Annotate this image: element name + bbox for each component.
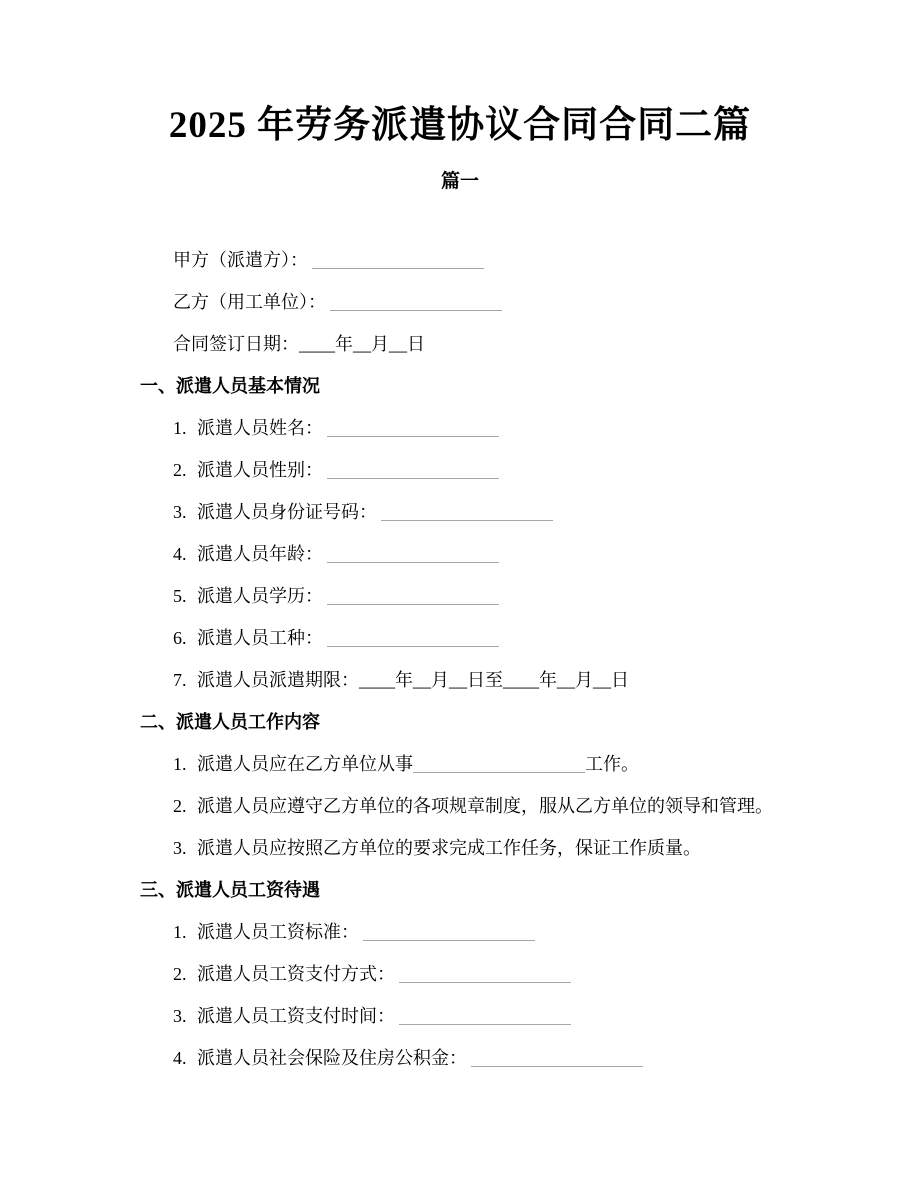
preamble: [0, 249, 920, 356]
list-item: [173, 795, 920, 818]
item-number: 1.: [173, 754, 187, 774]
item-label: 派遣人员姓名：: [197, 418, 323, 438]
party-a-line: [173, 249, 920, 272]
list-item: [173, 417, 920, 440]
item-number: 3.: [173, 838, 187, 858]
list-item: [173, 963, 920, 986]
list-item: [173, 501, 920, 524]
section-2-heading: 二、派遣人员工作内容: [140, 712, 320, 732]
blank-underline: [381, 506, 553, 521]
item-label: 派遣人员应在乙方单位从事: [197, 754, 413, 774]
item-label: 派遣人员应按照乙方单位的要求完成工作任务，保证工作质量。: [197, 838, 701, 858]
item-number: 2.: [173, 460, 187, 480]
document-subtitle: 篇一: [440, 171, 479, 192]
document-title: 2025 年劳务派遣协议合同合同二篇: [168, 105, 752, 146]
item-number: 3.: [173, 1006, 187, 1026]
item-label-suffix: 工作。: [585, 754, 639, 774]
list-item: [173, 837, 920, 860]
item-label: 派遣人员工资支付方式：: [197, 964, 395, 984]
party-a-label: 甲方（派遣方）：: [173, 250, 308, 270]
blank-underline: [413, 758, 585, 773]
list-item: [173, 921, 920, 944]
section-basic-info: [0, 375, 920, 692]
section-salary: [0, 879, 920, 1070]
section-1-heading: 一、派遣人员基本情况: [140, 376, 320, 396]
item-number: 2.: [173, 964, 187, 984]
list-item: [173, 753, 920, 776]
sign-date-label: 合同签订日期：____年__月__日: [173, 334, 425, 354]
item-label: 派遣人员工种：: [197, 628, 323, 648]
item-label: 派遣人员派遣期限：____年__月__日至____年__月__日: [197, 670, 629, 690]
sign-date-line: [173, 333, 920, 356]
list-item: [173, 459, 920, 482]
list-item: [173, 1005, 920, 1028]
item-label: 派遣人员工资标准：: [197, 922, 359, 942]
list-item: [173, 627, 920, 650]
list-item: [173, 1047, 920, 1070]
party-b-label: 乙方（用工单位）：: [173, 292, 326, 312]
item-number: 3.: [173, 502, 187, 522]
section-3-heading: 三、派遣人员工资待遇: [140, 880, 320, 900]
item-number: 2.: [173, 796, 187, 816]
party-b-blank-underline: [330, 296, 502, 311]
blank-underline: [399, 1010, 571, 1025]
party-b-line: [173, 291, 920, 314]
list-item: [173, 585, 920, 608]
blank-underline: [327, 422, 499, 437]
blank-underline: [399, 968, 571, 983]
list-item: [173, 543, 920, 566]
item-label: 派遣人员性别：: [197, 460, 323, 480]
item-number: 4.: [173, 544, 187, 564]
blank-underline: [327, 464, 499, 479]
item-number: 1.: [173, 418, 187, 438]
section-work-content: [0, 711, 920, 860]
blank-underline: [327, 590, 499, 605]
item-label: 派遣人员学历：: [197, 586, 323, 606]
item-label: 派遣人员社会保险及住房公积金：: [197, 1048, 467, 1068]
item-number: 7.: [173, 670, 187, 690]
item-label: 派遣人员工资支付时间：: [197, 1006, 395, 1026]
list-item: [173, 669, 920, 692]
item-number: 1.: [173, 922, 187, 942]
item-number: 4.: [173, 1048, 187, 1068]
blank-underline: [327, 548, 499, 563]
item-label: 派遣人员年龄：: [197, 544, 323, 564]
item-number: 5.: [173, 586, 187, 606]
item-label: 派遣人员应遵守乙方单位的各项规章制度，服从乙方单位的领导和管理。: [197, 796, 773, 816]
item-number: 6.: [173, 628, 187, 648]
blank-underline: [363, 926, 535, 941]
item-label: 派遣人员身份证号码：: [197, 502, 377, 522]
blank-underline: [471, 1052, 643, 1067]
party-a-blank-underline: [312, 254, 484, 269]
blank-underline: [327, 632, 499, 647]
